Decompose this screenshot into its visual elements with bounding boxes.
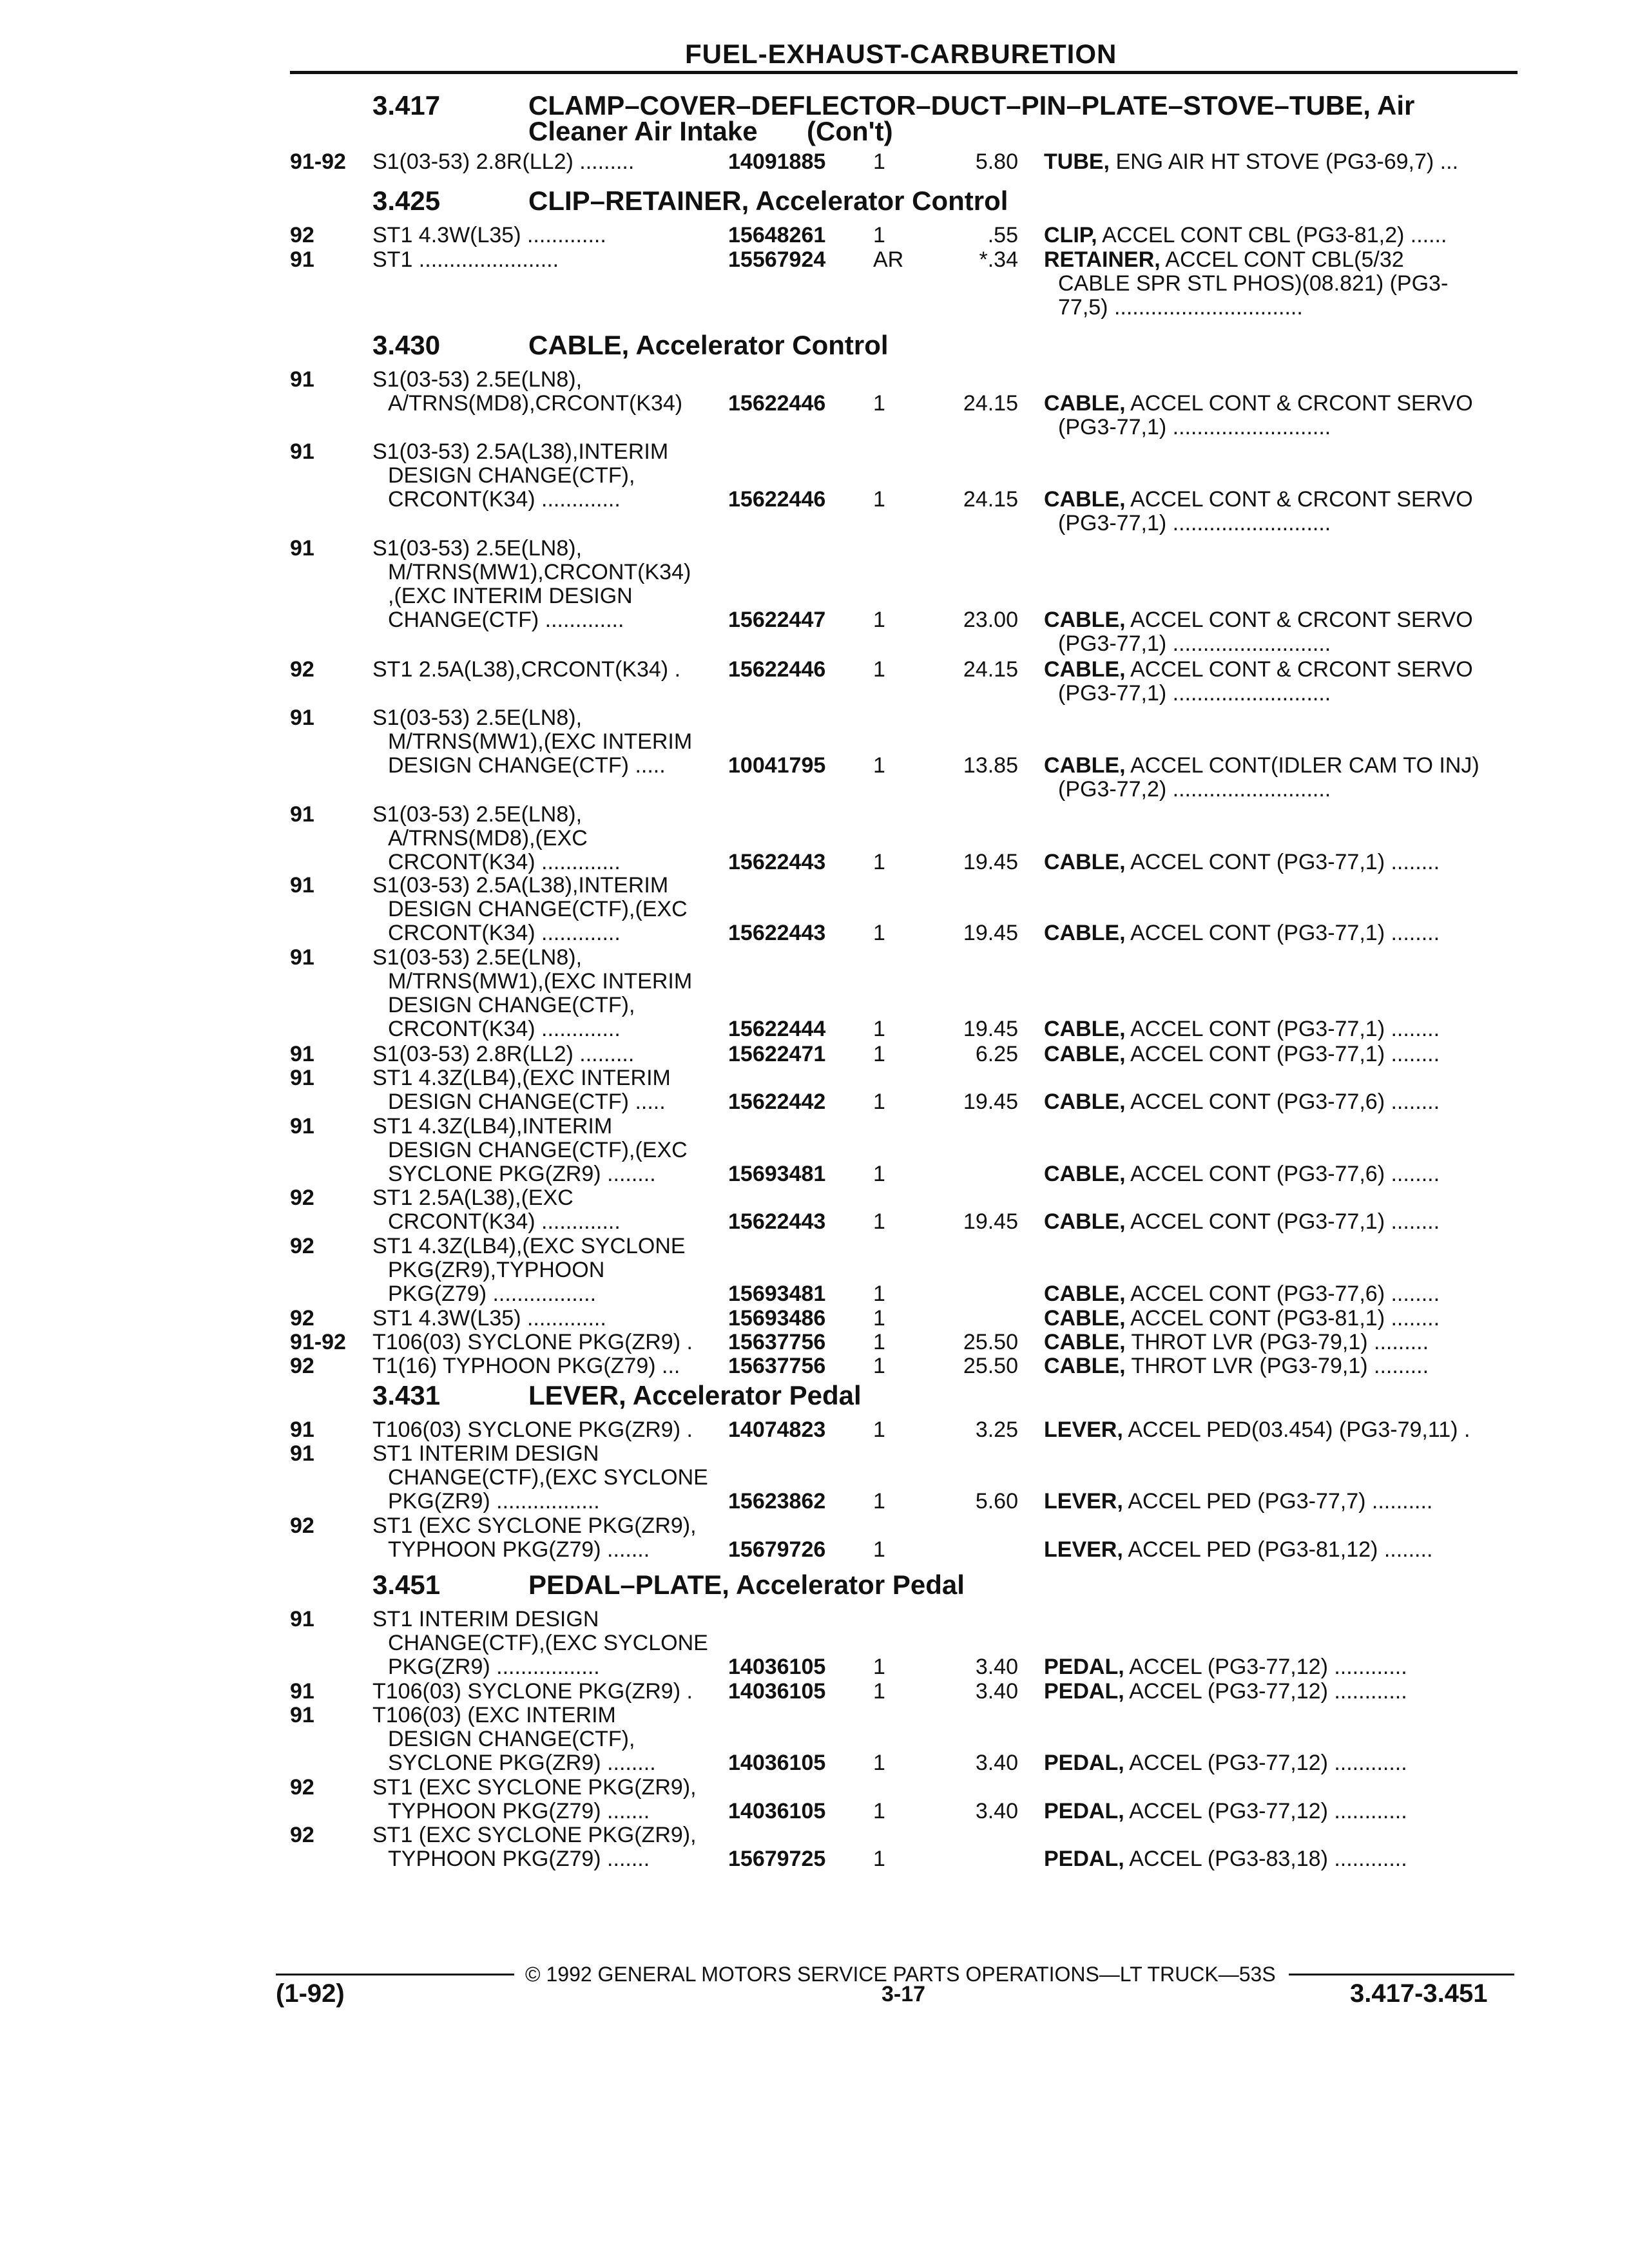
part-number: 15693486: [728, 1306, 826, 1331]
section-title: LEVER, Accelerator Pedal: [528, 1380, 862, 1410]
model-year: 92: [290, 1306, 314, 1331]
part-name-noun: CABLE,: [1044, 657, 1126, 682]
part-name: RETAINER, ACCEL CONT CBL(5/32: [1044, 247, 1404, 272]
section-title: CLAMP–COVER–DEFLECTOR–DUCT–PIN–PLATE–STOVE–TUBE, Air: [528, 90, 1415, 120]
model-year: 91: [290, 439, 314, 464]
model-year: 91: [290, 367, 314, 392]
quantity: 1: [873, 391, 885, 416]
quantity: 1: [873, 753, 885, 778]
application-description: ST1 .......................: [372, 247, 559, 272]
part-name-noun: CABLE,: [1044, 921, 1126, 945]
part-name-noun: CABLE,: [1044, 1282, 1126, 1306]
part-number: 10041795: [728, 753, 826, 778]
application-description: ST1 2.5A(L38),(EXC: [372, 1186, 574, 1210]
quantity: 1: [873, 1418, 885, 1442]
quantity: 1: [873, 487, 885, 512]
footer-rule-left: [276, 1974, 514, 1975]
footer-date: (1-92): [276, 1979, 345, 2008]
part-name: CABLE, ACCEL CONT(IDLER CAM TO INJ): [1044, 753, 1480, 778]
part-name: (PG3-77,2) ..........................: [1058, 777, 1331, 802]
application-description: CHANGE(CTF),(EXC SYCLONE: [388, 1465, 708, 1490]
application-description: CRCONT(K34) .............: [388, 487, 621, 512]
quantity: 1: [873, 1655, 885, 1679]
application-description: TYPHOON PKG(Z79) .......: [388, 1847, 650, 1871]
part-name: (PG3-77,1) ..........................: [1058, 415, 1331, 439]
part-name-noun: LEVER,: [1044, 1537, 1123, 1562]
model-year: 92: [290, 223, 314, 247]
part-number: 15622447: [728, 608, 826, 632]
model-year: 91: [290, 1607, 314, 1631]
footer-page-number: 3-17: [882, 1982, 926, 2006]
part-name: CABLE, ACCEL CONT (PG3-77,6) ........: [1044, 1162, 1440, 1186]
price: *.34: [979, 247, 1018, 272]
page-header-title: FUEL-EXHAUST-CARBURETION: [685, 39, 1117, 69]
part-name-noun: CABLE,: [1044, 1354, 1126, 1378]
quantity: 1: [873, 1162, 885, 1186]
application-description: CRCONT(K34) .............: [388, 1017, 621, 1041]
part-number: 15622446: [728, 487, 826, 512]
part-name: CABLE, ACCEL CONT (PG3-77,6) ........: [1044, 1282, 1440, 1306]
part-name: PEDAL, ACCEL (PG3-77,12) ............: [1044, 1751, 1407, 1775]
application-description: TYPHOON PKG(Z79) .......: [388, 1537, 650, 1562]
part-name-noun: PEDAL,: [1044, 1847, 1124, 1871]
quantity: 1: [873, 149, 885, 174]
application-description: A/TRNS(MD8),CRCONT(K34): [388, 391, 683, 416]
part-name-noun: CABLE,: [1044, 1209, 1126, 1234]
part-number: 15622442: [728, 1090, 826, 1114]
part-name: PEDAL, ACCEL (PG3-77,12) ............: [1044, 1799, 1407, 1823]
part-name: CABLE, ACCEL CONT (PG3-77,1) ........: [1044, 1017, 1440, 1041]
part-name-noun: CABLE,: [1044, 1330, 1126, 1354]
part-name-noun: PEDAL,: [1044, 1679, 1124, 1704]
price: 5.60: [975, 1489, 1018, 1514]
part-number: 15693481: [728, 1162, 826, 1186]
part-number: 15622471: [728, 1042, 826, 1066]
part-number: 14074823: [728, 1418, 826, 1442]
price: 13.85: [963, 753, 1018, 778]
application-description: CHANGE(CTF) .............: [388, 608, 624, 632]
application-description: CHANGE(CTF),(EXC SYCLONE: [388, 1631, 708, 1655]
application-description: M/TRNS(MW1),(EXC INTERIM: [388, 729, 693, 754]
application-description: T106(03) SYCLONE PKG(ZR9) .: [372, 1330, 693, 1354]
application-description: T1(16) TYPHOON PKG(Z79) ...: [372, 1354, 680, 1378]
application-description: ST1 4.3W(L35) .............: [372, 1306, 606, 1331]
quantity: 1: [873, 1679, 885, 1704]
application-description: S1(03-53) 2.5E(LN8),: [372, 706, 583, 730]
quantity: 1: [873, 850, 885, 874]
part-name: CABLE, ACCEL CONT & CRCONT SERVO: [1044, 608, 1473, 632]
model-year: 91: [290, 706, 314, 730]
application-description: DESIGN CHANGE(CTF) .....: [388, 753, 666, 778]
part-name-noun: PEDAL,: [1044, 1799, 1124, 1823]
part-name-noun: CLIP,: [1044, 223, 1097, 247]
application-description: CRCONT(K34) .............: [388, 921, 621, 945]
part-number: 15622446: [728, 391, 826, 416]
application-description: DESIGN CHANGE(CTF),(EXC: [388, 1138, 688, 1162]
part-number: 14036105: [728, 1679, 826, 1704]
part-name: CABLE, ACCEL CONT (PG3-77,1) ........: [1044, 1042, 1440, 1066]
footer-rule-right: [1289, 1974, 1514, 1975]
quantity: 1: [873, 1847, 885, 1871]
quantity: 1: [873, 1282, 885, 1306]
model-year: 91: [290, 1418, 314, 1442]
application-description: DESIGN CHANGE(CTF),(EXC: [388, 897, 688, 921]
price: 24.15: [963, 657, 1018, 682]
part-name: CABLE, THROT LVR (PG3-79,1) .........: [1044, 1330, 1429, 1354]
part-name: CLIP, ACCEL CONT CBL (PG3-81,2) ......: [1044, 223, 1447, 247]
quantity: 1: [873, 223, 885, 247]
part-name-noun: LEVER,: [1044, 1418, 1123, 1442]
part-name: PEDAL, ACCEL (PG3-77,12) ............: [1044, 1655, 1407, 1679]
part-name: PEDAL, ACCEL (PG3-83,18) ............: [1044, 1847, 1407, 1871]
model-year: 91: [290, 873, 314, 898]
application-description: DESIGN CHANGE(CTF),: [388, 463, 635, 488]
model-year: 92: [290, 1514, 314, 1538]
section-number: 3.451: [372, 1570, 441, 1600]
price: 24.15: [963, 487, 1018, 512]
application-description: DESIGN CHANGE(CTF),: [388, 1727, 635, 1751]
price: 23.00: [963, 608, 1018, 632]
application-description: T106(03) SYCLONE PKG(ZR9) .: [372, 1418, 693, 1442]
part-name: CABLE, ACCEL CONT & CRCONT SERVO: [1044, 487, 1473, 512]
part-number: 15679726: [728, 1537, 826, 1562]
application-description: PKG(ZR9),TYPHOON: [388, 1258, 605, 1282]
application-description: S1(03-53) 2.5E(LN8),: [372, 802, 583, 827]
quantity: 1: [873, 1751, 885, 1775]
application-description: ST1 INTERIM DESIGN: [372, 1607, 599, 1631]
application-description: S1(03-53) 2.8R(LL2) .........: [372, 149, 635, 174]
model-year: 91-92: [290, 1330, 346, 1354]
price: 3.40: [975, 1679, 1018, 1704]
quantity: 1: [873, 1489, 885, 1514]
price: 3.40: [975, 1751, 1018, 1775]
application-description: SYCLONE PKG(ZR9) ........: [388, 1162, 656, 1186]
part-number: 14091885: [728, 149, 826, 174]
application-description: S1(03-53) 2.5E(LN8),: [372, 945, 583, 970]
part-name: TUBE, ENG AIR HT STOVE (PG3-69,7) ...: [1044, 149, 1459, 174]
price: 3.40: [975, 1655, 1018, 1679]
application-description: T106(03) SYCLONE PKG(ZR9) .: [372, 1679, 693, 1704]
part-number: 14036105: [728, 1751, 826, 1775]
part-name: CABLE, ACCEL CONT (PG3-77,6) ........: [1044, 1090, 1440, 1114]
model-year: 92: [290, 1775, 314, 1800]
part-name: (PG3-77,1) ..........................: [1058, 681, 1331, 706]
price: 25.50: [963, 1330, 1018, 1354]
model-year: 92: [290, 1823, 314, 1847]
application-description: PKG(ZR9) .................: [388, 1655, 600, 1679]
part-number: 15679725: [728, 1847, 826, 1871]
application-description: ST1 4.3W(L35) .............: [372, 223, 606, 247]
price: 24.15: [963, 391, 1018, 416]
section-number: 3.425: [372, 186, 441, 216]
application-description: PKG(Z79) .................: [388, 1282, 597, 1306]
part-name: CABLE, THROT LVR (PG3-79,1) .........: [1044, 1354, 1429, 1378]
model-year: 91: [290, 247, 314, 272]
part-name-noun: CABLE,: [1044, 850, 1126, 874]
part-name-noun: PEDAL,: [1044, 1655, 1124, 1679]
part-name: (PG3-77,1) ..........................: [1058, 511, 1331, 535]
model-year: 91: [290, 1703, 314, 1727]
part-number: 15567924: [728, 247, 826, 272]
price: 25.50: [963, 1354, 1018, 1378]
application-description: ST1 (EXC SYCLONE PKG(ZR9),: [372, 1514, 697, 1538]
price: 3.25: [975, 1418, 1018, 1442]
application-description: ST1 (EXC SYCLONE PKG(ZR9),: [372, 1775, 697, 1800]
part-number: 15648261: [728, 223, 826, 247]
quantity: 1: [873, 1042, 885, 1066]
application-description: PKG(ZR9) .................: [388, 1489, 600, 1514]
part-name-noun: CABLE,: [1044, 1162, 1126, 1186]
price: 6.25: [975, 1042, 1018, 1066]
application-description: T106(03) (EXC INTERIM: [372, 1703, 616, 1727]
part-number: 15622446: [728, 657, 826, 682]
model-year: 92: [290, 1354, 314, 1378]
part-name: LEVER, ACCEL PED (PG3-81,12) ........: [1044, 1537, 1433, 1562]
part-number: 15637756: [728, 1330, 826, 1354]
application-description: ST1 4.3Z(LB4),(EXC INTERIM: [372, 1066, 671, 1090]
quantity: 1: [873, 657, 885, 682]
model-year: 91: [290, 1066, 314, 1090]
part-name: 77,5) ...............................: [1058, 295, 1303, 320]
price: 3.40: [975, 1799, 1018, 1823]
quantity: 1: [873, 608, 885, 632]
part-number: 14036105: [728, 1799, 826, 1823]
quantity: 1: [873, 1090, 885, 1114]
quantity: AR: [873, 247, 904, 272]
model-year: 92: [290, 1234, 314, 1258]
price: 19.45: [963, 1017, 1018, 1041]
part-name: LEVER, ACCEL PED (PG3-77,7) ..........: [1044, 1489, 1433, 1514]
part-name-noun: CABLE,: [1044, 391, 1126, 416]
model-year: 92: [290, 657, 314, 682]
part-name-noun: CABLE,: [1044, 753, 1126, 778]
part-name: CABLE, ACCEL CONT (PG3-77,1) ........: [1044, 850, 1440, 874]
application-description: S1(03-53) 2.5A(L38),INTERIM: [372, 873, 669, 898]
part-name-noun: TUBE,: [1044, 149, 1110, 174]
part-name: LEVER, ACCEL PED(03.454) (PG3-79,11) .: [1044, 1418, 1470, 1442]
part-number: 14036105: [728, 1655, 826, 1679]
part-number: 15637756: [728, 1354, 826, 1378]
quantity: 1: [873, 1017, 885, 1041]
part-name: CABLE, ACCEL CONT & CRCONT SERVO: [1044, 391, 1473, 416]
model-year: 91: [290, 1679, 314, 1704]
part-number: 15622443: [728, 921, 826, 945]
price: .55: [987, 223, 1018, 247]
part-name: CABLE SPR STL PHOS)(08.821) (PG3-: [1058, 271, 1449, 296]
price: 19.45: [963, 1209, 1018, 1234]
application-description: ST1 4.3Z(LB4),(EXC SYCLONE: [372, 1234, 686, 1258]
application-description: S1(03-53) 2.5E(LN8),: [372, 367, 583, 392]
quantity: 1: [873, 1306, 885, 1331]
model-year: 91-92: [290, 149, 346, 174]
price: 5.80: [975, 149, 1018, 174]
footer-section-range: 3.417-3.451: [1350, 1979, 1488, 2008]
quantity: 1: [873, 921, 885, 945]
application-description: TYPHOON PKG(Z79) .......: [388, 1799, 650, 1823]
section-number: 3.431: [372, 1380, 441, 1410]
application-description: ST1 2.5A(L38),CRCONT(K34) .: [372, 657, 681, 682]
part-name-noun: CABLE,: [1044, 608, 1126, 632]
model-year: 91: [290, 802, 314, 827]
application-description: DESIGN CHANGE(CTF) .....: [388, 1090, 666, 1114]
application-description: SYCLONE PKG(ZR9) ........: [388, 1751, 656, 1775]
part-name-noun: CABLE,: [1044, 1017, 1126, 1041]
application-description: A/TRNS(MD8),(EXC: [388, 826, 588, 850]
application-description: M/TRNS(MW1),(EXC INTERIM: [388, 969, 693, 994]
application-description: CRCONT(K34) .............: [388, 1209, 621, 1234]
model-year: 91: [290, 945, 314, 970]
part-name: PEDAL, ACCEL (PG3-77,12) ............: [1044, 1679, 1407, 1704]
part-name-noun: PEDAL,: [1044, 1751, 1124, 1775]
application-description: S1(03-53) 2.5A(L38),INTERIM: [372, 439, 669, 464]
section-continued-flag: (Con't): [807, 116, 893, 146]
part-name-noun: CABLE,: [1044, 1042, 1126, 1066]
header-rule: [290, 71, 1518, 74]
application-description: ST1 (EXC SYCLONE PKG(ZR9),: [372, 1823, 697, 1847]
model-year: 91: [290, 536, 314, 561]
part-name: (PG3-77,1) ..........................: [1058, 631, 1331, 656]
part-name: CABLE, ACCEL CONT (PG3-77,1) ........: [1044, 1209, 1440, 1234]
model-year: 91: [290, 1441, 314, 1466]
footer-copyright: © 1992 GENERAL MOTORS SERVICE PARTS OPERATIONS—LT TRUCK—53S: [525, 1963, 1276, 1986]
model-year: 91: [290, 1114, 314, 1139]
section-number: 3.417: [372, 90, 441, 120]
quantity: 1: [873, 1354, 885, 1378]
section-title: CABLE, Accelerator Control: [528, 330, 889, 360]
application-description: S1(03-53) 2.5E(LN8),: [372, 536, 583, 561]
application-description: ,(EXC INTERIM DESIGN: [388, 584, 633, 608]
quantity: 1: [873, 1537, 885, 1562]
part-name-noun: CABLE,: [1044, 1306, 1126, 1331]
price: 19.45: [963, 921, 1018, 945]
quantity: 1: [873, 1209, 885, 1234]
part-number: 15622443: [728, 850, 826, 874]
part-name: CABLE, ACCEL CONT (PG3-77,1) ........: [1044, 921, 1440, 945]
application-description: ST1 INTERIM DESIGN: [372, 1441, 599, 1466]
quantity: 1: [873, 1799, 885, 1823]
part-number: 15622443: [728, 1209, 826, 1234]
model-year: 92: [290, 1186, 314, 1210]
application-description: CRCONT(K34) .............: [388, 850, 621, 874]
part-name-noun: CABLE,: [1044, 1090, 1126, 1114]
part-name-noun: RETAINER,: [1044, 247, 1161, 272]
application-description: S1(03-53) 2.8R(LL2) .........: [372, 1042, 635, 1066]
part-number: 15693481: [728, 1282, 826, 1306]
section-number: 3.430: [372, 330, 441, 360]
application-description: ST1 4.3Z(LB4),INTERIM: [372, 1114, 613, 1139]
part-number: 15623862: [728, 1489, 826, 1514]
price: 19.45: [963, 850, 1018, 874]
section-title: CLIP–RETAINER, Accelerator Control: [528, 186, 1008, 216]
application-description: M/TRNS(MW1),CRCONT(K34): [388, 560, 691, 584]
section-title: PEDAL–PLATE, Accelerator Pedal: [528, 1570, 965, 1600]
part-name: CABLE, ACCEL CONT (PG3-81,1) ........: [1044, 1306, 1440, 1331]
part-name: CABLE, ACCEL CONT & CRCONT SERVO: [1044, 657, 1473, 682]
application-description: DESIGN CHANGE(CTF),: [388, 993, 635, 1017]
section-title-continued: Cleaner Air Intake: [528, 116, 758, 146]
part-name-noun: LEVER,: [1044, 1489, 1123, 1514]
quantity: 1: [873, 1330, 885, 1354]
part-number: 15622444: [728, 1017, 826, 1041]
price: 19.45: [963, 1090, 1018, 1114]
part-name-noun: CABLE,: [1044, 487, 1126, 512]
model-year: 91: [290, 1042, 314, 1066]
